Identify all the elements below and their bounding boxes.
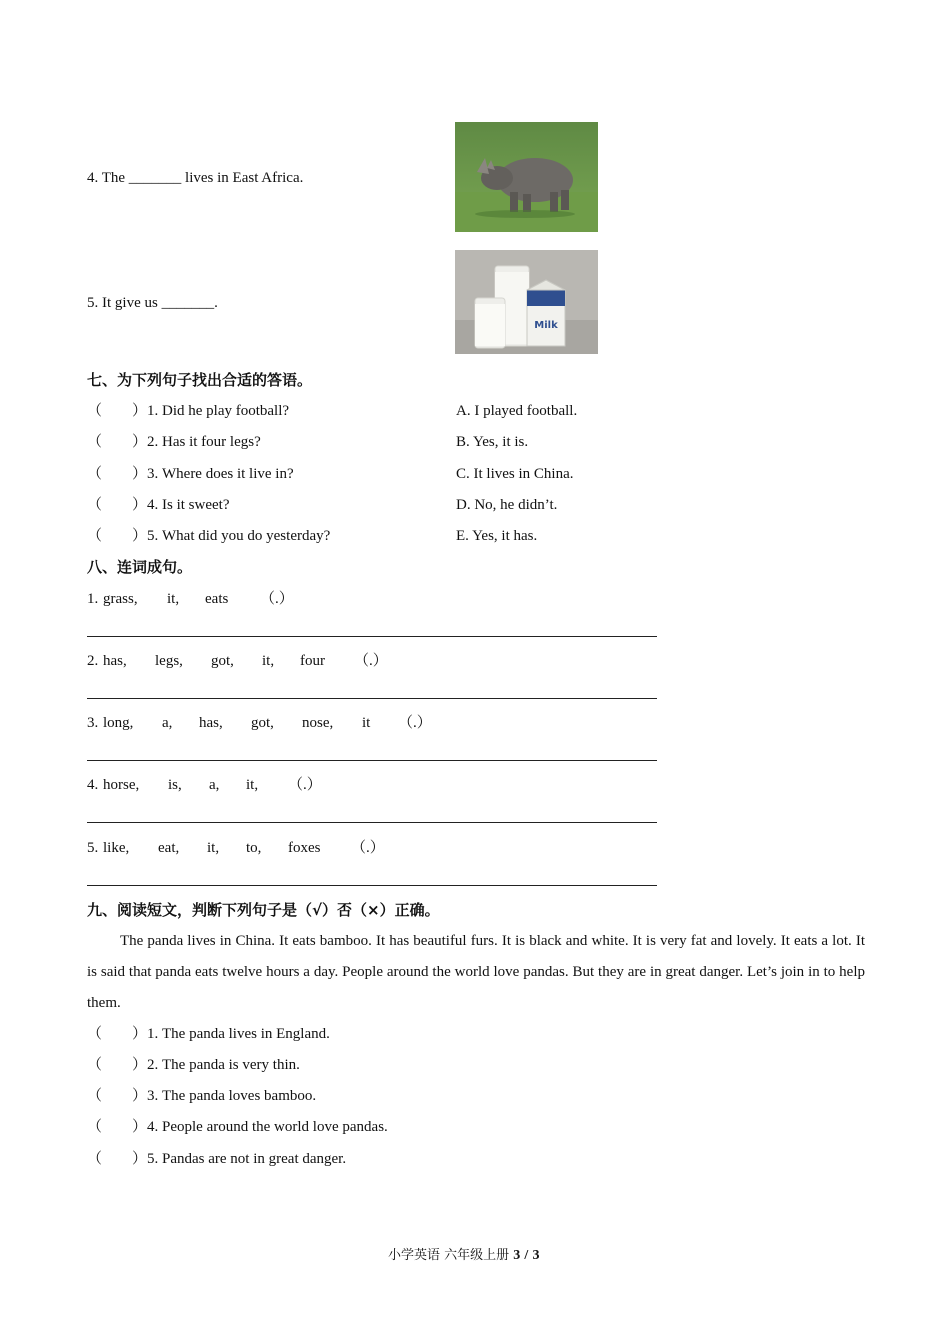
- page-total: 3: [532, 1248, 540, 1263]
- word-token: it: [362, 715, 371, 731]
- word-token: got,: [211, 653, 234, 669]
- word-token: （.）: [398, 715, 432, 731]
- word-token: has,: [199, 715, 223, 731]
- word-token: four: [300, 653, 325, 669]
- word-token: like,: [103, 840, 130, 856]
- word-token: it,: [167, 591, 180, 607]
- word-token: （.）: [260, 591, 294, 607]
- page-number: 3: [513, 1248, 521, 1263]
- question-row: （ ）2. Has it four legs?: [87, 434, 261, 450]
- word-token: a,: [162, 715, 173, 731]
- answer-line: [87, 698, 657, 699]
- item-number: 5.: [87, 840, 99, 856]
- answer-option: B. Yes, it is.: [456, 434, 529, 450]
- true-false-statement: （ ）1. The panda lives in England.: [87, 1026, 330, 1042]
- word-token: has,: [103, 653, 127, 669]
- fill-blank-item-5: 5. It give us _______.: [87, 295, 218, 311]
- answer-option: E. Yes, it has.: [456, 528, 538, 544]
- true-false-statement: （ ）4. People around the world love pandas.: [87, 1119, 388, 1135]
- answer-option: A. I played football.: [456, 403, 578, 419]
- section-8-heading: 八、连词成句。: [87, 558, 193, 576]
- item-number: 3.: [87, 715, 99, 731]
- word-token: to,: [246, 840, 262, 856]
- item-number: 4.: [87, 777, 99, 793]
- word-token: nose,: [302, 715, 334, 731]
- page-footer: [388, 1247, 539, 1265]
- answer-line: [87, 636, 657, 637]
- true-false-statement: （ ）5. Pandas are not in great danger.: [87, 1151, 347, 1167]
- fill-blank-item-4: 4. The _______ lives in East Africa.: [87, 170, 304, 186]
- true-false-statement: （ ）3. The panda loves bamboo.: [87, 1088, 317, 1104]
- word-token: eat,: [158, 840, 180, 856]
- answer-line: [87, 822, 657, 823]
- rhino-photo-icon: [455, 122, 598, 232]
- word-token: it,: [207, 840, 220, 856]
- word-token: it,: [246, 777, 259, 793]
- answer-option: D. No, he didn’t.: [456, 497, 558, 513]
- footer-label: 小学英语 六年级上册: [388, 1248, 510, 1263]
- question-row: （ ）1. Did he play football?: [87, 403, 290, 419]
- word-token: is,: [168, 777, 182, 793]
- word-token: （.）: [354, 653, 388, 669]
- answer-line: [87, 760, 657, 761]
- word-token: （.）: [288, 777, 322, 793]
- word-token: legs,: [155, 653, 183, 669]
- word-token: （.）: [351, 840, 385, 856]
- question-row: （ ）5. What did you do yesterday?: [87, 528, 331, 544]
- answer-option: C. It lives in China.: [456, 466, 574, 482]
- reading-passage: The panda lives in China. It eats bamboo. It has beautiful furs. It is black and white. It is very fat and lovely. It eats a lot. It is said that panda eats twelve hours a day. People around the world love pandas. But they are in great danger. Let’s join in to help them.: [87, 933, 865, 1011]
- question-row: （ ）4. Is it sweet?: [87, 497, 230, 513]
- question-row: （ ）3. Where does it live in?: [87, 466, 294, 482]
- section-9-heading: 九、阅读短文，判断下列句子是（√）否（×）正确。: [87, 901, 440, 919]
- word-token: grass,: [103, 591, 138, 607]
- milk-carton-label: Milk: [534, 320, 558, 331]
- true-false-statement: （ ）2. The panda is very thin.: [87, 1057, 300, 1073]
- word-token: eats: [205, 591, 229, 607]
- word-token: a,: [209, 777, 220, 793]
- milk-photo-icon: [455, 250, 598, 354]
- word-token: it,: [262, 653, 275, 669]
- section-7-heading: 七、为下列句子找出合适的答语。: [87, 371, 313, 389]
- word-token: long,: [103, 715, 134, 731]
- item-number: 1.: [87, 591, 99, 607]
- word-token: foxes: [288, 840, 321, 856]
- item-number: 2.: [87, 653, 99, 669]
- word-token: horse,: [103, 777, 140, 793]
- answer-line: [87, 885, 657, 886]
- page-separator: /: [524, 1248, 529, 1263]
- word-token: got,: [251, 715, 274, 731]
